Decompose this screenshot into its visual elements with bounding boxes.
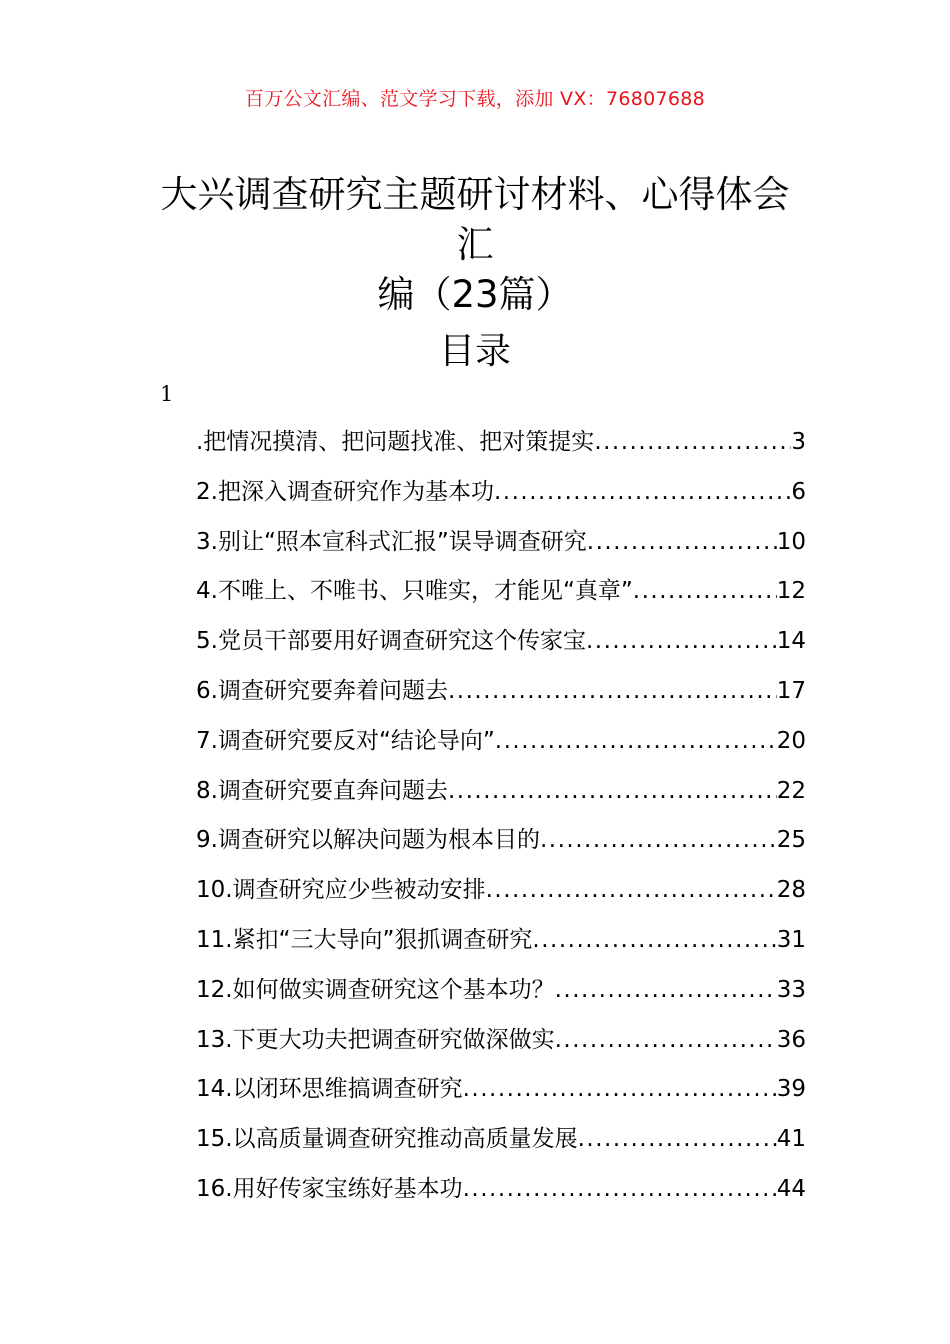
toc-entry-title: 9.调查研究以解决问题为根本目的 [196, 827, 540, 854]
toc-entry-page: 22 [776, 777, 806, 804]
toc-entry-title: 2.把深入调查研究作为基本功 [196, 478, 494, 505]
toc-entry-title: 16.用好传家宝练好基本功 [196, 1175, 463, 1202]
toc-entry-page: 33 [776, 976, 806, 1003]
toc-entry[interactable] [196, 821, 806, 871]
toc-entry-leader [587, 529, 777, 555]
toc-entry-title: .把情况摸清、把问题找准、把对策提实 [196, 429, 595, 455]
toc-entry-title: 7.调查研究要反对“结论导向” [196, 727, 495, 754]
toc-entry[interactable] [196, 523, 806, 573]
toc-entry-title: 6.调查研究要奔着问题去 [196, 677, 448, 704]
toc-entry[interactable] [196, 423, 806, 473]
toc-entry-leader [448, 778, 777, 804]
toc-entry-leader [540, 827, 777, 853]
toc-heading: 目录 [438, 331, 511, 372]
toc-entry-page: 17 [776, 677, 806, 704]
toc-entry-page: 28 [776, 877, 806, 904]
document-title [150, 170, 800, 320]
toc-entry[interactable] [196, 672, 806, 722]
table-of-contents [196, 423, 806, 1220]
toc-entry-page: 3 [791, 429, 806, 455]
toc-entry[interactable] [196, 473, 806, 523]
toc-entry-page: 39 [776, 1076, 806, 1103]
toc-entry[interactable] [196, 871, 806, 921]
toc-entry-page: 25 [776, 827, 806, 854]
header-note: 百万公文汇编、范文学习下载，添加 VX：76807688 [244, 88, 706, 110]
toc-entry-leader [463, 1076, 777, 1102]
document-title-line1: 大兴调查研究主题研讨材料、心得体会汇 [160, 173, 790, 266]
toc-entry[interactable] [196, 1170, 806, 1220]
toc-entry-title: 3.别让“照本宣科式汇报”误导调查研究 [196, 528, 587, 555]
toc-entry-page: 44 [776, 1175, 806, 1202]
toc-entry-leader [463, 1176, 777, 1202]
toc-entry-leader [495, 728, 777, 754]
toc-entry-leader [532, 927, 776, 953]
toc-entry-leader [586, 628, 777, 654]
toc-entry-page: 31 [776, 926, 806, 953]
toc-entry-leader [486, 877, 777, 903]
toc-entry-leader [494, 479, 791, 505]
document-title-line2: 编（23篇） [377, 273, 573, 316]
section-number: 1 [160, 382, 174, 406]
toc-entry-leader [633, 578, 777, 604]
toc-entry-title: 4.不唯上、不唯书、只唯实，才能见“真章” [196, 578, 633, 605]
toc-entry-leader [578, 1126, 777, 1152]
toc-entry-page: 10 [776, 528, 806, 555]
toc-entry-leader [594, 429, 791, 455]
toc-entry-title: 8.调查研究要直奔问题去 [196, 777, 448, 804]
toc-entry[interactable] [196, 1021, 806, 1071]
toc-entry-title: 12.如何做实调查研究这个基本功？ [196, 976, 555, 1003]
toc-entry-page: 12 [776, 578, 806, 605]
toc-entry[interactable] [196, 572, 806, 622]
toc-entry-page: 41 [776, 1126, 806, 1153]
toc-entry[interactable] [196, 1070, 806, 1120]
toc-entry-title: 11.紧扣“三大导向”狠抓调查研究 [196, 926, 533, 953]
toc-entry-leader [555, 1027, 777, 1053]
toc-entry-title: 14.以闭环思维搞调查研究 [196, 1076, 463, 1103]
toc-entry[interactable] [196, 772, 806, 822]
toc-entry-title: 10.调查研究应少些被动安排 [196, 877, 486, 904]
toc-entry-page: 36 [776, 1026, 806, 1053]
toc-entry[interactable] [196, 722, 806, 772]
toc-entry-title: 5.党员干部要用好调查研究这个传家宝 [196, 628, 586, 655]
toc-entry-leader [448, 678, 777, 704]
toc-entry-page: 14 [776, 628, 806, 655]
toc-entry-page: 6 [791, 478, 806, 505]
toc-entry[interactable] [196, 622, 806, 672]
toc-entry-title: 15.以高质量调查研究推动高质量发展 [196, 1126, 578, 1153]
toc-entry[interactable] [196, 971, 806, 1021]
toc-entry[interactable] [196, 1120, 806, 1170]
toc-entry-title: 13.下更大功夫把调查研究做深做实 [196, 1026, 555, 1053]
toc-entry[interactable] [196, 921, 806, 971]
toc-entry-page: 20 [776, 727, 806, 754]
toc-entry-leader [555, 977, 777, 1003]
